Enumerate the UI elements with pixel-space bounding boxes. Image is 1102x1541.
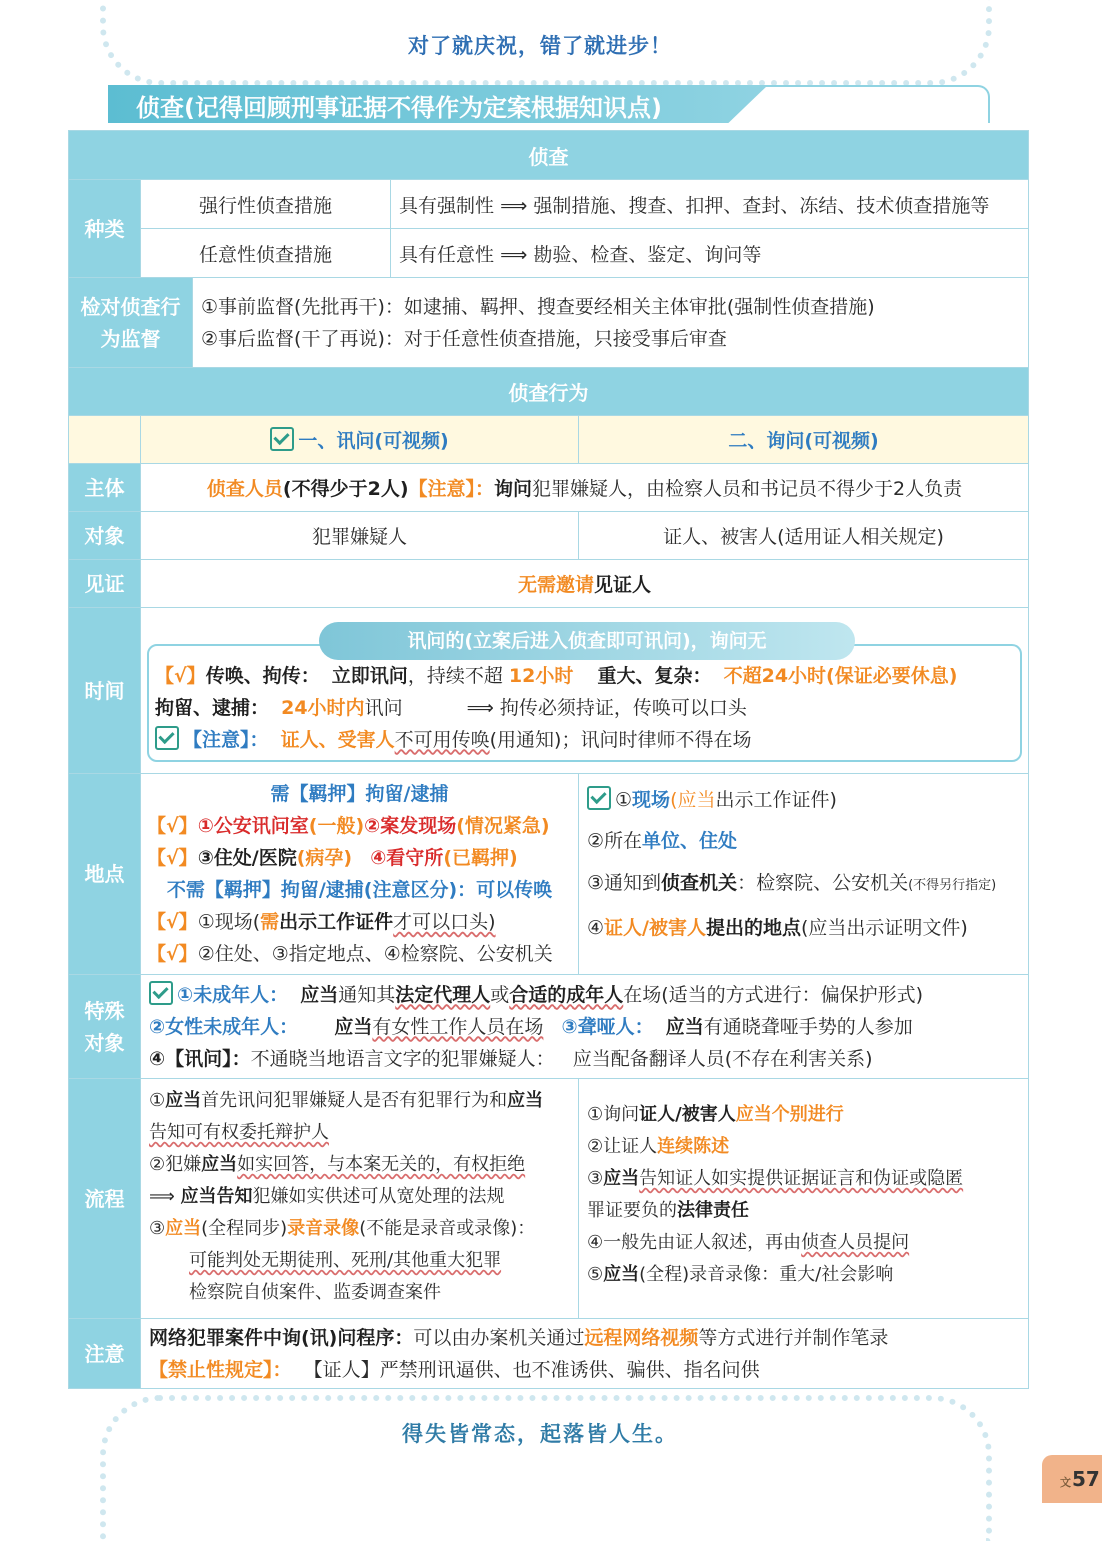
process-left (141, 1079, 579, 1319)
t: 【证人】严禁刑讯逼供、也不准诱供、骗供、指名问供 (303, 1358, 760, 1381)
t: 侦查机关 (661, 872, 738, 894)
time-content (141, 608, 1029, 774)
t: ③ (149, 1218, 166, 1239)
check-icon (270, 427, 294, 451)
special-line-3 (149, 1043, 1020, 1075)
t: ① (149, 1090, 166, 1111)
t: 证人/被害人 (604, 917, 706, 939)
note-line-2 (149, 1354, 1020, 1386)
t: 不通晓当地语言文字的犯罪嫌疑人： (250, 1047, 555, 1070)
t: 应当告知 (180, 1186, 253, 1207)
type-desc-2 (391, 229, 1029, 278)
t: 通知其 (338, 983, 396, 1006)
place-left-h1: 需【羁押】拘留/逮捕 (270, 783, 449, 805)
subject-t4: ) (399, 478, 409, 500)
place-left (141, 774, 579, 975)
t: 应当 (603, 1168, 640, 1189)
t: 出示工作证件) (715, 789, 837, 811)
t: 应当 (300, 983, 339, 1006)
process-right-4 (587, 1195, 1020, 1227)
time-box (147, 629, 1022, 762)
subject-t3: 不得少于2人 (291, 478, 400, 500)
t: 【注意】： (183, 728, 269, 751)
title-bar-line (748, 85, 990, 123)
title-banner (108, 85, 988, 125)
bottom-motto: 得失皆常态，起落皆人生。 (402, 1421, 678, 1446)
t: 连续陈述 (657, 1136, 730, 1157)
t: ②让证人 (587, 1136, 658, 1157)
content-table (68, 130, 1029, 1389)
process-left-5 (149, 1213, 570, 1245)
row-label-witness: 见证 (69, 560, 141, 608)
t: ④看守所 (370, 847, 444, 869)
process-left-2: 告知可有权委托辩护人 (149, 1122, 329, 1143)
t: (全程同步) (201, 1218, 288, 1239)
t: 在场(适当的方式进行：偏保护形式) (623, 983, 924, 1006)
top-motto: 对了就庆祝，错了就进步！ (408, 34, 672, 58)
column-header-left (141, 416, 579, 464)
row-label-types: 种类 (69, 180, 141, 278)
process-right-5 (587, 1227, 1020, 1259)
section-header-investigation: 侦查 (69, 131, 1029, 180)
t: (病孕) (296, 847, 353, 869)
type-desc-1-b: 强制措施、搜查、扣押、查封、冻结、技术侦查措施等 (533, 194, 990, 217)
time-line-1 (155, 660, 1014, 692)
row-label-process: 流程 (69, 1079, 141, 1319)
type-name-2: 任意性侦查措施 (141, 229, 391, 278)
place-right (579, 774, 1029, 975)
supervision-content (193, 278, 1029, 368)
column-header-left-text: 一、讯问(可视频) (298, 430, 449, 452)
t: ①未成年人： (177, 983, 289, 1006)
place-right-r4 (587, 907, 1020, 949)
t: 有女性工作人员在场 (372, 1015, 544, 1038)
t: 侦查人员提问 (801, 1232, 910, 1253)
t: 网络犯罪案件中询(讯)问程序： (149, 1326, 414, 1349)
page-title: 侦查(记得回顾刑事证据不得作为定案根据知识点) (136, 94, 662, 122)
t: 如实回答，与本案无关的，有权拒绝 (237, 1154, 526, 1175)
subject-content (141, 464, 1029, 512)
object-right: 证人、被害人(适用证人相关规定) (579, 512, 1029, 560)
t: ⟹ (149, 1186, 181, 1207)
process-right-2 (587, 1131, 1020, 1163)
t: 可以由办案机关通过 (413, 1326, 585, 1349)
process-left-4 (149, 1181, 570, 1213)
t: ②所在 (587, 830, 643, 852)
bottom-decorative-frame (100, 1395, 992, 1541)
note-content (141, 1319, 1029, 1389)
type-desc-2-a: 具有任意性 (399, 243, 495, 266)
t: 拘留、逮捕： (155, 696, 270, 719)
t: 法律责任 (677, 1200, 749, 1221)
t: 应当 (507, 1090, 544, 1111)
t: (一般) (308, 815, 365, 837)
t: ⟹ 拘传必须持证，传唤可以口头 (466, 696, 747, 719)
special-line-1 (149, 979, 1020, 1011)
t: 或 (490, 983, 510, 1006)
row-label-time: 时间 (69, 608, 141, 774)
t: 告知证人如实提供证据证言和伪证或隐匿 (639, 1168, 964, 1189)
t: 首先讯问犯罪嫌疑人是否有犯罪行为和 (201, 1090, 508, 1111)
check-icon (155, 726, 179, 750)
type-name-1: 强行性侦查措施 (141, 180, 391, 229)
process-right (579, 1079, 1029, 1319)
t: 证人/被害人 (639, 1104, 736, 1125)
t: 应当 (603, 1264, 640, 1285)
t: 应当 (165, 1090, 202, 1111)
witness-content (141, 560, 1029, 608)
row-label-object: 对象 (69, 512, 141, 560)
t: ①公安讯问室 (197, 815, 309, 837)
row-label-place: 地点 (69, 774, 141, 975)
t: ⑤ (587, 1264, 604, 1285)
t: ②住处、③指定地点、④检察院、公安机关 (197, 943, 553, 965)
t: 有通晓聋哑手势的人参加 (703, 1015, 913, 1038)
row-label-special: 特殊对象 (69, 975, 141, 1079)
t: (不能是录音或录像)： (359, 1218, 536, 1239)
time-line-2 (155, 692, 1014, 724)
t: 单位、住处 (642, 830, 738, 852)
t: 【√】 (147, 911, 198, 933)
t: ④【讯问】： (149, 1047, 251, 1070)
type-desc-2-b: 勘验、检查、鉴定、询问等 (533, 243, 762, 266)
process-left-6: 可能判处无期徒刑、死刑/其他重大犯罪 (189, 1250, 502, 1271)
t: 立即讯问 (331, 664, 408, 687)
place-right-r3 (587, 862, 1020, 907)
t: 提出的地点 (706, 917, 802, 939)
place-left-r4 (147, 938, 572, 970)
place-left-r2 (147, 842, 572, 874)
process-right-6 (587, 1259, 1020, 1291)
t: 应当 (665, 1015, 704, 1038)
t: (用通知)；讯问时律师不得在场 (489, 728, 752, 751)
special-content (141, 975, 1029, 1079)
t: ① (615, 789, 633, 811)
t: (已羁押) (443, 847, 518, 869)
t: 【√】 (147, 943, 198, 965)
time-pill: 讯问的(立案后进入侦查即可讯问)，询问无 (319, 622, 855, 660)
t: ③住处/医院 (197, 847, 297, 869)
process-right-3 (587, 1163, 1020, 1195)
arrow-icon: ⟹ (500, 194, 528, 217)
t: 出示工作证件 (279, 911, 394, 933)
t: (全程)录音录像：重大/社会影响 (639, 1264, 894, 1285)
corner-cell (69, 416, 141, 464)
t: 证人、受害人 (280, 728, 395, 751)
t: 【禁止性规定】： (149, 1358, 292, 1381)
t: 讯问 (364, 696, 403, 719)
witness-t1: 无需邀请 (518, 574, 595, 596)
t: ①现场( (197, 911, 261, 933)
t: 等方式进行并制作笔录 (698, 1326, 889, 1349)
t: (应当 (670, 789, 716, 811)
t: ④ (587, 917, 605, 939)
t: 应当配备翻译人员(不存在利害关系) (572, 1047, 873, 1070)
row-label-subject: 主体 (69, 464, 141, 512)
place-left-r1 (147, 810, 572, 842)
t: (应当出示证明文件) (801, 917, 968, 939)
subject-t6: 询问 (494, 478, 533, 500)
column-header-right: 二、询问(可视频) (579, 416, 1029, 464)
t: 【√】 (147, 847, 198, 869)
arrow-icon: ⟹ (500, 243, 528, 266)
process-right-1 (587, 1099, 1020, 1131)
t: ②犯嫌 (149, 1154, 202, 1175)
t: 才可以口头) (393, 911, 496, 933)
t: 法定代理人 (395, 983, 491, 1006)
t: 犯嫌如实供述可从宽处理的法规 (252, 1186, 505, 1207)
t: ③聋哑人： (561, 1015, 654, 1038)
type-desc-1 (391, 180, 1029, 229)
supervision-item-2: ②事后监督(干了再说)：对于任意性侦查措施，只接受事后审查 (201, 327, 727, 350)
subject-t2: ( (282, 478, 292, 500)
process-left-3 (149, 1149, 570, 1181)
process-left-1 (149, 1085, 570, 1117)
subject-t5: 【注意】： (408, 478, 495, 500)
page-number: 57 (1072, 1467, 1100, 1491)
t: 应当 (201, 1154, 238, 1175)
type-desc-1-a: 具有强制性 (399, 194, 495, 217)
t: 需 (260, 911, 280, 933)
t: ，持续不超 (407, 664, 503, 687)
row-label-supervision: 检对侦查行为监督 (69, 278, 193, 368)
t: ③ (587, 1168, 604, 1189)
t: 远程网络视频 (584, 1326, 699, 1349)
t: (情况紧急) (456, 815, 550, 837)
check-icon (587, 786, 611, 810)
t: ④一般先由证人叙述，再由 (587, 1232, 802, 1253)
place-right-r1 (587, 780, 1020, 820)
t: 应当 (334, 1015, 373, 1038)
subject-t1: 侦查人员 (206, 478, 283, 500)
process-left-7: 检察院自侦案件、监委调查案件 (189, 1282, 441, 1303)
t: 合适的成年人 (509, 983, 624, 1006)
t: 【√】 (147, 815, 198, 837)
page-icon: 文 (1060, 1476, 1071, 1489)
t: ②女性未成年人： (149, 1015, 299, 1038)
note-line-1 (149, 1322, 1020, 1354)
t: 录音录像 (287, 1218, 360, 1239)
t: 现场 (632, 789, 671, 811)
place-right-r2 (587, 820, 1020, 862)
page-number-tab (1042, 1455, 1102, 1503)
t: 不可用传唤 (394, 728, 490, 751)
t: 传唤、拘传： (205, 664, 320, 687)
t: 罪证要负的 (587, 1200, 677, 1221)
t: 24小时内 (281, 696, 365, 719)
t: 12小时 (508, 664, 574, 687)
subject-t7: 犯罪嫌疑人，由检察人员和书记员不得少于2人负责 (532, 478, 963, 500)
supervision-item-1: ①事前监督(先批再干)：如逮捕、羁押、搜查要经相关主体审批(强制性侦查措施) (201, 295, 875, 318)
object-left: 犯罪嫌疑人 (141, 512, 579, 560)
time-line-3 (155, 724, 1014, 756)
t: ③通知到 (587, 872, 662, 894)
t: 不超24小时(保证必要休息) (723, 664, 958, 687)
special-line-2 (149, 1011, 1020, 1043)
row-label-note: 注意 (69, 1319, 141, 1389)
t: 应当个别进行 (735, 1104, 844, 1125)
t: (不得另行指定) (908, 878, 997, 893)
check-icon (149, 981, 173, 1005)
t: ：检察院、公安机关 (737, 872, 909, 894)
t: 应当 (165, 1218, 202, 1239)
place-left-h2: 不需【羁押】拘留/逮捕(注意区分)：可以传唤 (166, 879, 553, 901)
place-left-r3 (147, 906, 572, 938)
witness-t2: 见证人 (594, 574, 652, 596)
section-header-acts: 侦查行为 (69, 368, 1029, 416)
t: ①询问 (587, 1104, 640, 1125)
t: ②案发现场 (364, 815, 457, 837)
t: 【√】 (155, 664, 206, 687)
t: 重大、复杂： (597, 664, 712, 687)
